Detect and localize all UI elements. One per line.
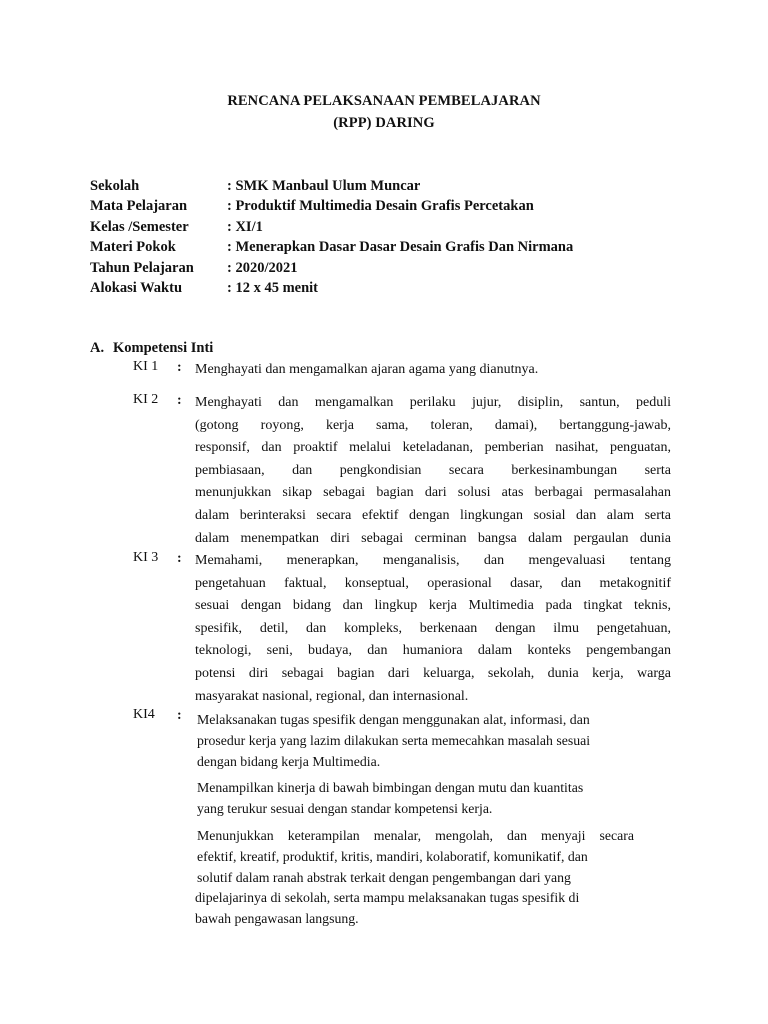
ki-text-line: masyarakat nasional, regional, dan internasional. — [195, 688, 469, 704]
ki-text-line: (gotong royong, kerja sama, toleran, damai), bertanggung-jawab, — [195, 417, 671, 433]
ki-text-line: dalam berinteraksi secara efektif dengan lingkungan sosial dan alam serta — [195, 507, 671, 523]
identity-table — [90, 176, 573, 298]
ki-2-text — [195, 392, 671, 550]
document-title: RENCANA PELAKSANAAN PEMBELAJARAN — [227, 93, 541, 109]
ki-text-line: pengetahuan faktual, konseptual, operasional dasar, dan metakognitif — [195, 575, 671, 591]
ki-colon: : — [177, 360, 182, 375]
ki-text-line: Menampilkan kinerja di bawah bimbingan dengan mutu dan kuantitas — [197, 780, 584, 795]
ki-4-paragraph-1 — [197, 710, 634, 772]
info-label: Materi Pokok — [90, 239, 176, 256]
info-row-sekolah — [90, 176, 573, 196]
ki-colon: : — [177, 551, 182, 566]
info-label: Sekolah — [90, 178, 140, 194]
section-letter: A. — [90, 340, 105, 356]
ki-text-line: responsif, dan proaktif melalui keteladanan, pemberian nasihat, penguatan, — [195, 440, 671, 456]
ki-text-line: menunjukkan sikap sebagai bagian dari solusi atas berbagai permasalahan — [195, 485, 671, 501]
ki-text-line: solutif dalam ranah abstrak terkait dengan pengembangan dari yang — [197, 869, 571, 885]
ki-text-line: dalam menempatkan diri sebagai cerminan bangsa dalam pergaulan dunia — [195, 530, 671, 546]
ki-text-line: sesuai dengan bidang dan lingkup kerja Multimedia pada tingkat teknis, — [195, 598, 671, 614]
info-value: : XI/1 — [227, 218, 263, 235]
ki-1-text — [195, 359, 671, 382]
ki-text-line: spesifik, detil, dan kompleks, berkenaan dengan ilmu pengetahuan, — [195, 620, 671, 636]
ki-text-line: Menunjukkan keterampilan menalar, mengolah, dan menyaji secara — [197, 828, 634, 843]
info-row-tahun-pelajaran — [90, 258, 573, 278]
info-label: Mata Pelajaran — [90, 198, 188, 215]
ki-3-text — [195, 550, 671, 708]
ki-text-line: bawah pengawasan langsung. — [195, 911, 359, 927]
ki-4-paragraph-3 — [197, 826, 634, 930]
info-label: Tahun Pelajaran — [90, 259, 194, 276]
info-label: Kelas /Semester — [90, 218, 189, 235]
ki-text-line: dengan bidang kerja Multimedia. — [197, 753, 381, 769]
ki-text-line: teknologi, seni, budaya, dan humaniora dalam konteks pengembangan — [195, 643, 671, 659]
info-row-kelas-semester — [90, 217, 573, 237]
ki-text-line: Menghayati dan mengamalkan ajaran agama yang dianutnya. — [195, 362, 539, 377]
info-value: : Menerapkan Dasar Dasar Desain Grafis Dan Nirmana — [227, 239, 574, 256]
info-value: : 12 x 45 menit — [227, 279, 319, 296]
ki-text-line: Melaksanakan tugas spesifik dengan menggunakan alat, informasi, dan — [197, 712, 590, 727]
info-row-materi-pokok — [90, 237, 573, 257]
info-row-alokasi-waktu — [90, 278, 573, 298]
info-value: : 2020/2021 — [227, 259, 298, 276]
section-heading-kompetensi-inti — [90, 340, 213, 357]
ki-colon: : — [177, 393, 182, 408]
ki-label: KI 1 — [133, 359, 159, 374]
ki-label: KI4 — [133, 707, 155, 722]
ki-label: KI 2 — [133, 392, 159, 407]
document-subtitle: (RPP) DARING — [333, 115, 435, 131]
ki-label: KI 3 — [133, 550, 159, 565]
ki-text-line: Memahami, menerapkan, menganalisis, dan mengevaluasi tentang — [195, 553, 671, 568]
ki-text-line: potensi diri sebagai bagian dari keluarga, sekolah, dunia kerja, warga — [195, 665, 671, 681]
ki-text-line: dipelajarinya di sekolah, serta mampu melaksanakan tugas spesifik di — [195, 890, 580, 906]
ki-text-line: yang terukur sesuai dengan standar kompetensi kerja. — [197, 800, 493, 816]
ki-4-paragraph-2 — [197, 778, 634, 820]
ki-text-line: prosedur kerja yang lazim dilakukan serta memecahkan masalah sesuai — [197, 732, 591, 748]
section-title: Kompetensi Inti — [113, 340, 214, 356]
ki-text-line: Menghayati dan mengamalkan perilaku jujur, disiplin, santun, peduli — [195, 395, 671, 410]
info-row-mata-pelajaran — [90, 196, 573, 216]
ki-text-line: pembiasaan, dan pengkondisian secara berkesinambungan serta — [195, 462, 671, 478]
ki-colon: : — [177, 708, 182, 723]
ki-text-line: efektif, kreatif, produktif, kritis, mandiri, kolaboratif, komunikatif, dan — [197, 848, 588, 864]
info-value: : SMK Manbaul Ulum Muncar — [227, 178, 421, 194]
info-value: : Produktif Multimedia Desain Grafis Percetakan — [227, 198, 534, 215]
info-label: Alokasi Waktu — [90, 279, 183, 296]
